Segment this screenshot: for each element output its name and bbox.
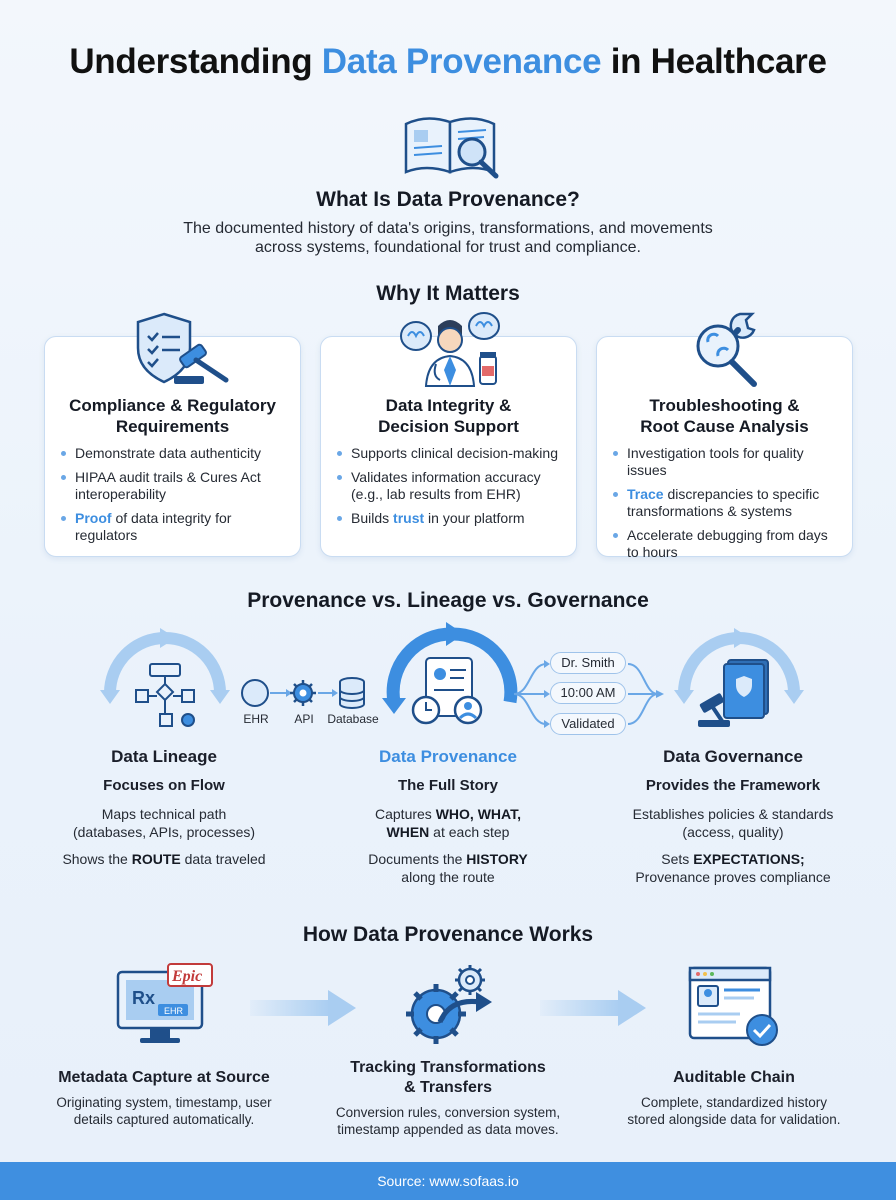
bullet-text: Builds [351, 510, 394, 526]
shield-gavel-icon [128, 310, 232, 388]
provenance-subtitle: The Full Story [397, 777, 498, 794]
text-line: details captured automatically. [73, 1112, 255, 1127]
step2-desc [318, 1104, 578, 1138]
what-description-line2: across systems, foundational for trust and compliance. [255, 239, 641, 256]
status-pill: Validated [550, 713, 626, 735]
troubleshooting-title-line2: Root Cause Analysis [640, 417, 809, 436]
text-line: along the route [401, 869, 495, 885]
list-item: Demonstrate data authenticity [61, 445, 288, 462]
text-line [609, 850, 857, 868]
compare-heading: Provenance vs. Lineage vs. Governance [247, 589, 649, 612]
provenance-cycle-icon [378, 618, 526, 746]
list-item: HIPAA audit trails & Cures Act interoperability [61, 469, 288, 503]
what-heading: What Is Data Provenance? [316, 188, 580, 211]
text: Captures [375, 806, 436, 822]
integrity-bullets [337, 445, 564, 534]
governance-desc-2 [609, 850, 857, 886]
text: Shows the [62, 851, 132, 867]
integrity-title-line2: Decision Support [378, 417, 519, 436]
provenance-desc-1 [324, 805, 572, 841]
list-item [61, 510, 288, 544]
arrow-right-icon [250, 988, 360, 1028]
text-line [324, 850, 572, 868]
compliance-title-line2: Requirements [115, 417, 230, 436]
highlight-text: trust [393, 510, 425, 526]
troubleshooting-title-line1: Troubleshooting & [649, 396, 800, 415]
wrench-magnifier-icon [682, 308, 768, 388]
step3-title: Auditable Chain [673, 1069, 795, 1086]
list-item [337, 510, 564, 527]
text-line: Maps technical path [101, 806, 227, 822]
highlight-text: Proof [75, 510, 112, 526]
audit-document-check-icon [684, 962, 788, 1052]
text: data traveled [180, 851, 266, 867]
troubleshooting-bullets [613, 445, 840, 568]
when-pill: 10:00 AM [550, 682, 626, 704]
open-book-magnifier-icon [398, 110, 504, 180]
list-item: Investigation tools for quality issues [613, 445, 840, 479]
list-item: Validates information accuracy (e.g., lab results from EHR) [337, 469, 564, 503]
text: Sets [661, 851, 694, 867]
text-line [324, 805, 572, 823]
list-item: Supports clinical decision-making [337, 445, 564, 462]
text-line: Provenance proves compliance [635, 869, 831, 885]
text-line: stored alongside data for validation. [627, 1112, 841, 1127]
highlight-text: Trace [627, 486, 664, 502]
why-heading: Why It Matters [376, 282, 520, 305]
text-line: Complete, standardized history [640, 1095, 828, 1110]
step3-desc [604, 1094, 864, 1128]
arrow-right-icon [540, 988, 650, 1028]
gears-transform-icon [400, 962, 500, 1052]
bold-text: WHO, WHAT, [435, 806, 521, 822]
compliance-title-line1: Compliance & Regulatory [69, 396, 276, 415]
governance-icon [664, 624, 814, 744]
bold-text: EXPECTATIONS; [693, 851, 805, 867]
provenance-desc-2 [324, 850, 572, 886]
compliance-bullets [61, 445, 288, 551]
bold-text: WHEN [386, 824, 430, 840]
text-line: Establishes policies & standards [632, 806, 834, 822]
list-item: Accelerate debugging from days to hours [613, 527, 840, 561]
bullet-text: of data integrity for regulators [75, 510, 232, 543]
lineage-subtitle: Focuses on Flow [103, 777, 225, 794]
integrity-title-line1: Data Integrity & [385, 396, 512, 415]
step1-desc [34, 1094, 294, 1128]
bold-text: HISTORY [466, 851, 528, 867]
bold-text: ROUTE [131, 851, 181, 867]
list-item [613, 486, 840, 520]
api-label: API [294, 712, 314, 726]
text: Documents the [368, 851, 467, 867]
ehr-small-label: EHR [164, 1006, 184, 1016]
page-title [0, 42, 896, 82]
gear-icon [290, 680, 316, 706]
ehr-monitor-icon [112, 962, 218, 1052]
lineage-desc-2 [40, 850, 288, 868]
ehr-circle-icon [242, 680, 268, 706]
lineage-flow-icon [90, 624, 240, 744]
title-text: Understanding [69, 42, 322, 81]
database-label: Database [327, 712, 379, 726]
database-icon [340, 678, 364, 708]
source-footer: Source: www.sofaas.io [0, 1162, 896, 1200]
text: at each step [429, 824, 510, 840]
who-pill: Dr. Smith [550, 652, 626, 674]
what-description-line1: The documented history of data's origins, transformations, and movements [183, 220, 713, 237]
ehr-api-database-flow [240, 676, 370, 710]
text-line: (access, quality) [682, 824, 784, 840]
step2-title [318, 1058, 578, 1098]
text-line: & Transfers [403, 1079, 493, 1096]
lineage-desc-1 [40, 805, 288, 841]
ehr-label: EHR [243, 712, 269, 726]
text-line: Tracking Transformations [350, 1059, 546, 1076]
title-accent: Data Provenance [321, 42, 602, 81]
bullet-text-end: in your platform [424, 510, 525, 526]
rx-label: Rx [132, 988, 156, 1008]
step1-title: Metadata Capture at Source [58, 1069, 270, 1086]
governance-title: Data Governance [663, 747, 803, 766]
text-line [324, 823, 572, 841]
epic-label: Epic [172, 968, 203, 985]
lineage-title: Data Lineage [111, 747, 217, 766]
text-line: (databases, APIs, processes) [72, 824, 256, 840]
title-text-end: in Healthcare [601, 42, 827, 81]
provenance-title: Data Provenance [379, 747, 517, 766]
how-heading: How Data Provenance Works [302, 923, 594, 946]
governance-desc-1 [609, 805, 857, 841]
text-line: timestamp appended as data moves. [337, 1122, 559, 1137]
doctor-brain-icon [396, 310, 504, 388]
governance-subtitle: Provides the Framework [645, 777, 821, 794]
bullet-text: discrepancies to specific transformations & systems [627, 486, 820, 519]
text-line: Conversion rules, conversion system, [335, 1105, 561, 1120]
text-line: Originating system, timestamp, user [56, 1095, 272, 1110]
